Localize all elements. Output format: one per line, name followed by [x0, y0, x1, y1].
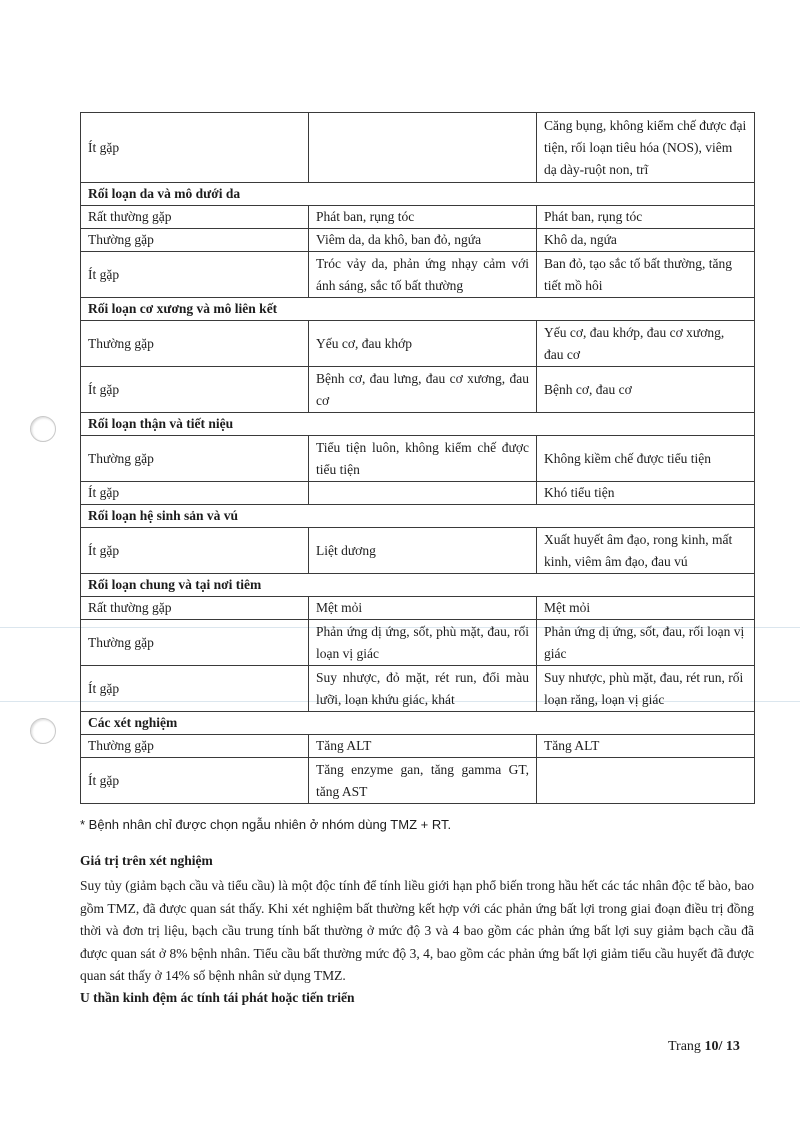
tmz-rt-cell: Bệnh cơ, đau lưng, đau cơ xương, đau cơ — [309, 367, 537, 413]
section-title: Các xét nghiệm — [81, 712, 755, 735]
frequency-cell: Thường gặp — [81, 321, 309, 367]
tmz-rt-cell: Liệt dương — [309, 528, 537, 574]
table-footnote: * Bệnh nhân chỉ được chọn ngẫu nhiên ở nhóm dùng TMZ + RT. — [80, 817, 452, 832]
punch-hole-bottom — [30, 718, 56, 744]
tmz-rt-cell: Tiểu tiện luôn, không kiểm chế được tiểu tiện — [309, 436, 537, 482]
table-row — [81, 229, 755, 252]
frequency-cell: Ít gặp — [81, 113, 309, 183]
tmz-rt-cell: Tăng enzyme gan, tăng gamma GT, tăng AST — [309, 758, 537, 804]
table-row — [81, 436, 755, 482]
tmz-rt-cell — [309, 113, 537, 183]
section-title: Rối loạn thận và tiết niệu — [81, 413, 755, 436]
frequency-cell: Thường gặp — [81, 735, 309, 758]
tmz-cell: Mệt mỏi — [537, 597, 755, 620]
next-section-heading: U thần kinh đệm ác tính tái phát hoặc tiến triển — [80, 990, 355, 1005]
section-title: Rối loạn hệ sinh sản và vú — [81, 505, 755, 528]
tmz-cell: Phát ban, rụng tóc — [537, 206, 755, 229]
frequency-cell: Ít gặp — [81, 666, 309, 712]
frequency-cell: Ít gặp — [81, 528, 309, 574]
tmz-rt-cell: Phản ứng dị ứng, sốt, phù mặt, đau, rối loạn vị giác — [309, 620, 537, 666]
tmz-cell: Không kiềm chế được tiểu tiện — [537, 436, 755, 482]
page-label: Trang — [668, 1039, 705, 1054]
table-section-row — [81, 505, 755, 528]
table-row — [81, 597, 755, 620]
table-row — [81, 482, 755, 505]
frequency-cell: Ít gặp — [81, 482, 309, 505]
punch-hole-top — [30, 416, 56, 442]
frequency-cell: Thường gặp — [81, 229, 309, 252]
tmz-cell: Xuất huyết âm đạo, rong kinh, mất kinh, viêm âm đạo, đau vú — [537, 528, 755, 574]
table-section-row — [81, 183, 755, 206]
table-row — [81, 113, 755, 183]
tmz-cell: Bệnh cơ, đau cơ — [537, 367, 755, 413]
table-row — [81, 666, 755, 712]
tmz-rt-cell: Mệt mỏi — [309, 597, 537, 620]
tmz-cell: Khó tiểu tiện — [537, 482, 755, 505]
tmz-cell: Yếu cơ, đau khớp, đau cơ xương, đau cơ — [537, 321, 755, 367]
table-row — [81, 367, 755, 413]
frequency-cell: Rất thường gặp — [81, 206, 309, 229]
tmz-cell: Suy nhược, phù mặt, đau, rét run, rối loạn răng, loạn vị giác — [537, 666, 755, 712]
table-row — [81, 620, 755, 666]
table-section-row — [81, 298, 755, 321]
table-section-row — [81, 712, 755, 735]
tmz-rt-cell: Tăng ALT — [309, 735, 537, 758]
tmz-cell — [537, 758, 755, 804]
tmz-cell: Tăng ALT — [537, 735, 755, 758]
frequency-cell: Ít gặp — [81, 758, 309, 804]
frequency-cell: Ít gặp — [81, 252, 309, 298]
adverse-effects-table — [80, 112, 755, 804]
section-title: Rối loạn da và mô dưới da — [81, 183, 755, 206]
table-row — [81, 735, 755, 758]
tmz-cell: Khô da, ngứa — [537, 229, 755, 252]
table-row — [81, 206, 755, 229]
table-section-row — [81, 413, 755, 436]
frequency-cell: Rất thường gặp — [81, 597, 309, 620]
tmz-rt-cell: Phát ban, rụng tóc — [309, 206, 537, 229]
section-title: Rối loạn cơ xương và mô liên kết — [81, 298, 755, 321]
frequency-cell: Ít gặp — [81, 367, 309, 413]
page-number: 10/ 13 — [704, 1039, 740, 1054]
tmz-rt-cell: Viêm da, da khô, ban đỏ, ngứa — [309, 229, 537, 252]
frequency-cell: Thường gặp — [81, 620, 309, 666]
tmz-rt-cell: Yếu cơ, đau khớp — [309, 321, 537, 367]
frequency-cell: Thường gặp — [81, 436, 309, 482]
tmz-rt-cell: Suy nhược, đỏ mặt, rét run, đổi màu lưỡi, loạn khứu giác, khát — [309, 666, 537, 712]
body-paragraph: Suy tủy (giảm bạch cầu và tiểu cầu) là một độc tính để tính liều giới hạn phổ biến trong hầu hết các tác nhân độc tế bào, bao gồm TMZ, đã được quan sát thấy. Khi xét nghiệm bất thường kết hợp với các phản ứng bất lợi trong giai đoạn điều trị đồng thời và đơn trị liệu, bạch cầu trung tính bất thường ở mức độ 3 và 4 bao gồm các phản ứng bất lợi suy giảm bạch cầu đã được quan sát ở 8% bệnh nhân. Tiểu cầu bất thường mức độ 3, 4, bao gồm các phản ứng bất lợi giảm tiểu cầu huyết đã được quan sát thấy ở 14% số bệnh nhân sử dụng TMZ. — [80, 878, 754, 983]
table-row — [81, 321, 755, 367]
section-title: Rối loạn chung và tại nơi tiêm — [81, 574, 755, 597]
page-footer — [668, 1039, 740, 1055]
tmz-rt-cell — [309, 482, 537, 505]
tmz-cell: Ban đỏ, tạo sắc tố bất thường, tăng tiết mồ hôi — [537, 252, 755, 298]
tmz-cell: Căng bụng, không kiểm chế được đại tiện, rối loạn tiêu hóa (NOS), viêm dạ dày-ruột non, trĩ — [537, 113, 755, 183]
table-row — [81, 528, 755, 574]
tmz-rt-cell: Tróc vảy da, phản ứng nhạy cảm với ánh sáng, sắc tố bất thường — [309, 252, 537, 298]
section-heading: Giá trị trên xét nghiệm — [80, 853, 213, 868]
table-section-row — [81, 574, 755, 597]
table-row — [81, 758, 755, 804]
tmz-cell: Phản ứng dị ứng, sốt, đau, rối loạn vị giác — [537, 620, 755, 666]
table-row — [81, 252, 755, 298]
